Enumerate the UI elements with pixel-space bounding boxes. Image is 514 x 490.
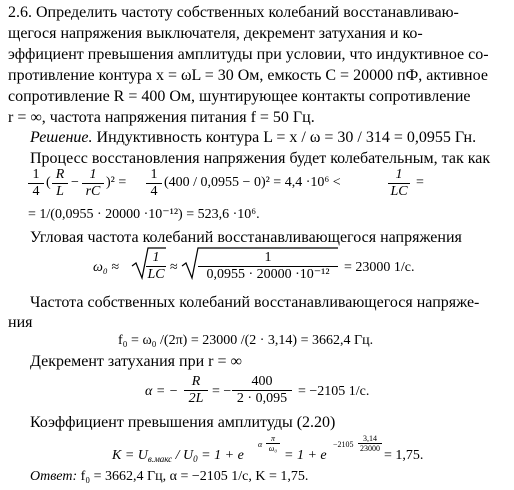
omega0-lhs: ω₀ ≈ (93, 260, 119, 275)
alpha-lhs: α = − (145, 384, 179, 399)
omega0-approx: ≈ (170, 260, 178, 275)
freq-heading-1: Частота собственных колебаний восстанавливающегося напряже- (30, 294, 480, 311)
decrement-heading: Декремент затухания при r = ∞ (30, 353, 242, 370)
inductance-text: Индуктивность контура L = x / ω = 30 / 314 = 0,0955 Гн. (96, 129, 477, 146)
k-exp1-frac: $\frac{\pi}{\text{ω₀}}$ (266, 434, 280, 453)
freq-heading-2: ния (8, 314, 33, 331)
k-formula: $K = U_{в.макс} / U_0 = 1 + e$ (112, 448, 244, 464)
frac-one-over-lc: $\frac{1}{LC}$ (388, 167, 410, 200)
answer-line (30, 469, 308, 485)
coef-heading: Коэффициент превышения амплитуды (2.20) (30, 414, 336, 431)
problem-line-2: щегося напряжения выключателя, декремент затухания и ко- (8, 25, 423, 42)
answer-label: Ответ: (30, 469, 78, 484)
process-text: Процесс восстановления напряжения будет колебательным, так как (30, 150, 491, 167)
alpha-frac-2: $\frac{400}{2 \cdot 0,095}$ (232, 374, 292, 407)
ineq-mid: (400 / 0,0955 − 0)² = 4,4 ·10⁶ < (164, 175, 341, 190)
k-exp1-pre: α (258, 440, 263, 449)
solution-heading: Решение. (30, 129, 93, 146)
omega0-result: = 23000 1/с. (344, 260, 415, 275)
k-result: = 1,75. (384, 448, 424, 463)
k-eq2: = 1 + e (284, 448, 327, 463)
solution-line-inductance (30, 129, 476, 147)
ineq-line-2: = 1/(0,0955 · 20000 ·10⁻¹²) = 523,6 ·10⁶. (28, 207, 260, 222)
problem-line-4: противление контура x = ωL = 30 Ом, емкость C = 20000 пФ, активное (8, 67, 488, 84)
k-exp2-pre: −2105 (333, 440, 354, 449)
squared-eq: )² = (106, 175, 127, 190)
problem-line-3: эффициент превышения амплитуды при условии, что индуктивное со- (8, 46, 489, 63)
paren-open: ( (46, 175, 51, 190)
minus-sign: − (71, 175, 79, 190)
frac-quarter: $\frac{1}{4}$ (28, 167, 44, 200)
alpha-result: = −2105 1/с. (298, 384, 370, 399)
answer-text: f₀ = 3662,4 Гц, α = −2105 1/с, K = 1,75. (80, 469, 309, 484)
angular-heading: Угловая частота колебаний восстанавливающегося напряжения (30, 229, 462, 246)
omega0-frac-2: $\frac{1}{\text{0,0955 · 20000 ·10⁻¹²}}$ (198, 250, 338, 283)
frac-r-over-l: $\frac{R}{L}$ (52, 167, 68, 200)
ineq-tail: = (416, 175, 424, 190)
problem-line-1: 2.6. Определить частоту собственных колебаний восстанавливаю- (8, 4, 459, 21)
alpha-frac-1: $\frac{R}{2L}$ (184, 374, 208, 407)
f0-formula: f₀ = ω₀ /(2π) = 23000 /(2 · 3,14) = 3662,4 Гц. (118, 333, 374, 348)
frac-quarter-2: $\frac{1}{4}$ (146, 167, 162, 200)
omega0-frac-1: $\frac{1}{LC}$ (147, 250, 165, 282)
frac-one-over-rc: $\frac{1}{rC}$ (82, 167, 104, 200)
problem-line-6: r = ∞, частота напряжения питания f = 50 Гц. (8, 109, 315, 126)
alpha-eq: = − (212, 384, 232, 399)
problem-line-5: сопротивление R = 400 Ом, шунтирующее контакты сопротивление (8, 88, 471, 105)
k-exp2-frac: $\frac{3,14}{23000}$ (360, 434, 380, 453)
